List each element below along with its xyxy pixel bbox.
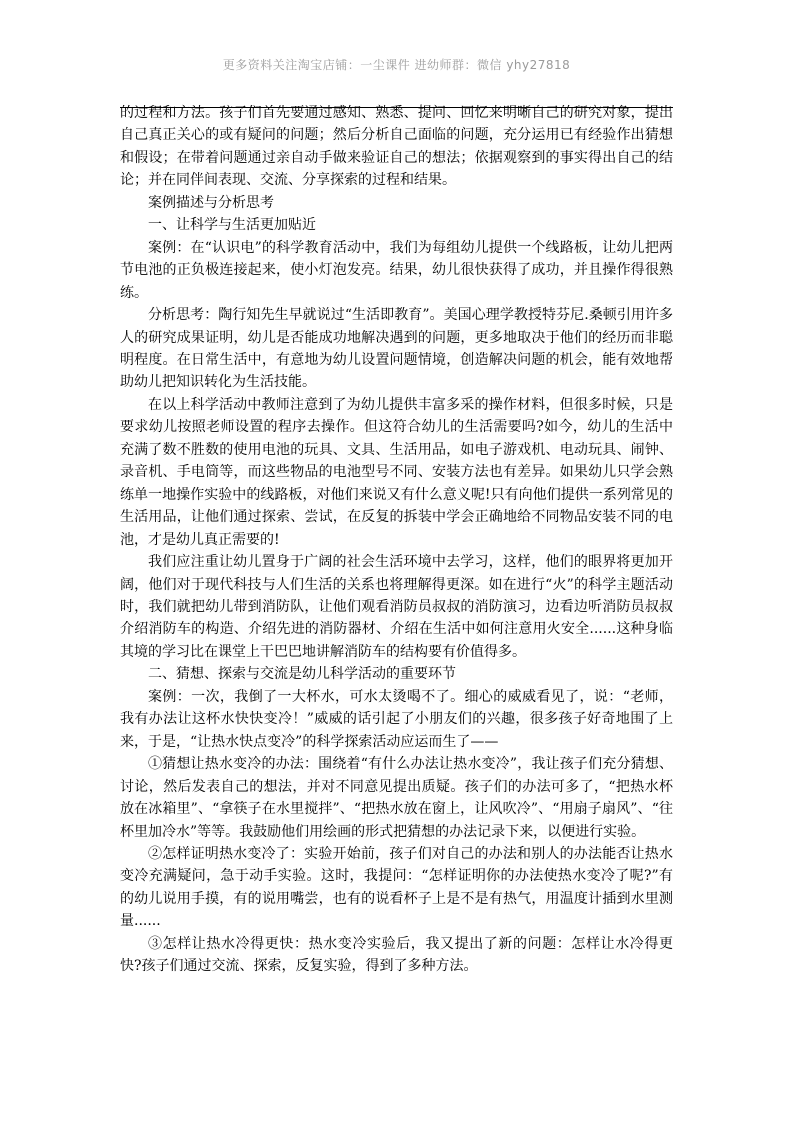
- paragraph: ③怎样让热水冷得更快：热水变冷实验后，我又提出了新的问题：怎样让水冷得更快?孩子们通过交流、探索，反复实验，得到了多种方法。: [120, 935, 673, 975]
- paragraph: 案例：一次，我倒了一大杯水，可水太烫喝不了。细心的威威看见了，说：“老师，我有办法让这杯水快快变冷！”威威的话引起了小朋友们的兴趣，很多孩子好奇地围了上来，于是，“让热水快点变冷”的科学探索活动应运而生了——: [120, 688, 673, 750]
- subsection-heading: 一、让科学与生活更加贴近: [148, 217, 316, 234]
- document-body: [120, 102, 673, 978]
- paragraph: 案例：在“认识电”的科学教育活动中，我们为每组幼儿提供一个线路板，让幼儿把两节电池的正负极连接起来，使小灯泡发亮。结果，幼儿很快获得了成功，并且操作得很熟练。: [120, 239, 673, 301]
- paragraph: 分析思考：陶行知先生早就说过“生活即教育”。美国心理学教授特芬尼.桑顿引用许多人的研究成果证明，幼儿是否能成功地解决遇到的问题，更多地取决于他们的经历而非聪明程度。在日常生活中，有意地为幼儿设置问题情境，创造解决问题的机会，能有效地帮助幼儿把知识转化为生活技能。: [120, 307, 673, 391]
- paragraph: 我们应注重让幼儿置身于广阔的社会生活环境中去学习，这样，他们的眼界将更加开阔，他们对于现代科技与人们生活的关系也将理解得更深。如在进行“火”的科学主题活动时，我们就把幼儿带到消防队，让他们观看消防员叔叔的消防演习，边看边听消防员叔叔介绍消防车的构造、介绍先进的消防器材、介绍在生活中如何注意用火安全......这种身临其境的学习比在课堂上干巴巴地讲解消防车的结构要有价值得多。: [120, 554, 673, 660]
- section-heading: 案例描述与分析思考: [148, 194, 274, 211]
- subsection-heading: 二、猜想、探索与交流是幼儿科学活动的重要环节: [148, 666, 456, 683]
- paragraph: ①猜想让热水变冷的办法：围绕着“有什么办法让热水变冷”，我让孩子们充分猜想、讨论，然后发表自己的想法，并对不同意见提出质疑。孩子们的办法可多了，“把热水杯放在冰箱里”、“拿筷子在水里搅拌”、“把热水放在窗上，让风吹冷”、“用扇子扇风”、“往杯里加冷水”等等。我鼓励他们用绘画的形式把猜想的办法记录下来，以便进行实验。: [120, 756, 673, 840]
- paragraph: 在以上科学活动中教师注意到了为幼儿提供丰富多采的操作材料，但很多时候，只是要求幼儿按照老师设置的程序去操作。但这符合幼儿的生活需要吗?如今，幼儿的生活中充满了数不胜数的使用电池的玩具、文具、生活用品，如电子游戏机、电动玩具、闹钟、录音机、手电筒等，而这些物品的电池型号不同、安装方法也有差异。如果幼儿只学会熟练单一地操作实验中的线路板，对他们来说又有什么意义呢!只有向他们提供一系列常见的生活用品，让他们通过探索、尝试，在反复的拆装中学会正确地给不同物品安装不同的电池，才是幼儿真正需要的!: [120, 396, 673, 548]
- paragraph: 的过程和方法。孩子们首先要通过感知、熟悉、提问、回忆来明晰自己的研究对象，提出自己真正关心的或有疑问的问题；然后分析自己面临的问题，充分运用已有经验作出猜想和假设；在带着问题通过亲自动手做来验证自己的想法；依据观察到的事实得出自己的结论；并在同伴间表现、交流、分享探索的过程和结果。: [120, 105, 673, 189]
- page-header-watermark: 更多资料关注淘宝店铺：一尘课件 进幼师群：微信 yhy27818: [222, 58, 571, 72]
- paragraph: ②怎样证明热水变冷了：实验开始前，孩子们对自己的办法和别人的办法能否让热水变冷充满疑问，急于动手实验。这时，我提问：“怎样证明你的办法使热水变冷了呢?”有的幼儿说用手摸，有的说用嘴尝，也有的说看杯子上是不是有热气，用温度计插到水里测量......: [120, 845, 673, 930]
